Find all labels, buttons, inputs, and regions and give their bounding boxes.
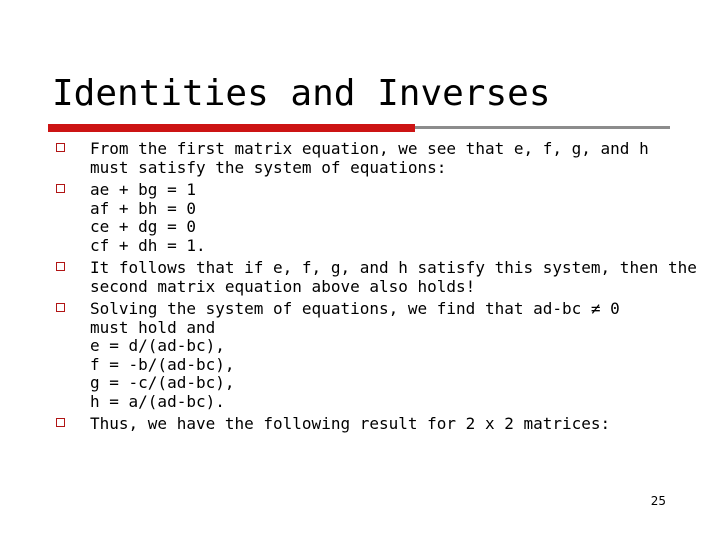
square-bullet-icon <box>56 262 65 271</box>
bullet-text-line: must hold and <box>90 317 216 337</box>
page-number: 25 <box>650 494 666 508</box>
square-bullet-icon <box>56 184 65 193</box>
title-underline-red <box>48 124 415 132</box>
solution-line: f = -b/(ad-bc), <box>90 354 235 374</box>
bullet-text-line: From the first matrix equation, we see that e, f, g, and h <box>90 139 649 158</box>
bullet-text-line: Thus, we have the following result for 2 x 2 matrices: <box>90 414 611 433</box>
bullet-text-line: second matrix equation above also holds! <box>90 276 476 296</box>
bullet-text-line: Solving the system of equations, we find that ad-bc ≠ 0 <box>90 299 620 318</box>
title-underline-gray <box>415 126 670 129</box>
solution-line: h = a/(ad-bc). <box>90 391 225 411</box>
square-bullet-icon <box>56 303 65 312</box>
bullet-item-result <box>56 415 676 434</box>
bullet-text-line: must satisfy the system of equations: <box>90 157 447 177</box>
bullet-list <box>56 139 697 434</box>
bullet-text-line: It follows that if e, f, g, and h satisfy this system, then the <box>90 258 697 277</box>
square-bullet-icon <box>56 418 65 427</box>
square-bullet-icon <box>56 143 65 152</box>
bullet-item-follows <box>56 258 697 296</box>
solution-line: e = d/(ad-bc), <box>90 336 225 355</box>
equation-line: af + bh = 0 <box>90 198 196 218</box>
solution-line: g = -c/(ad-bc), <box>90 373 235 392</box>
equation-line: ae + bg = 1 <box>90 180 196 199</box>
bullet-item-intro <box>56 140 676 177</box>
slide-title: Identities and Inverses <box>52 73 551 114</box>
bullet-item-equations <box>56 181 676 255</box>
bullet-item-solving <box>56 300 676 411</box>
equation-line: ce + dg = 0 <box>90 217 196 236</box>
equation-line: cf + dh = 1. <box>90 235 206 255</box>
